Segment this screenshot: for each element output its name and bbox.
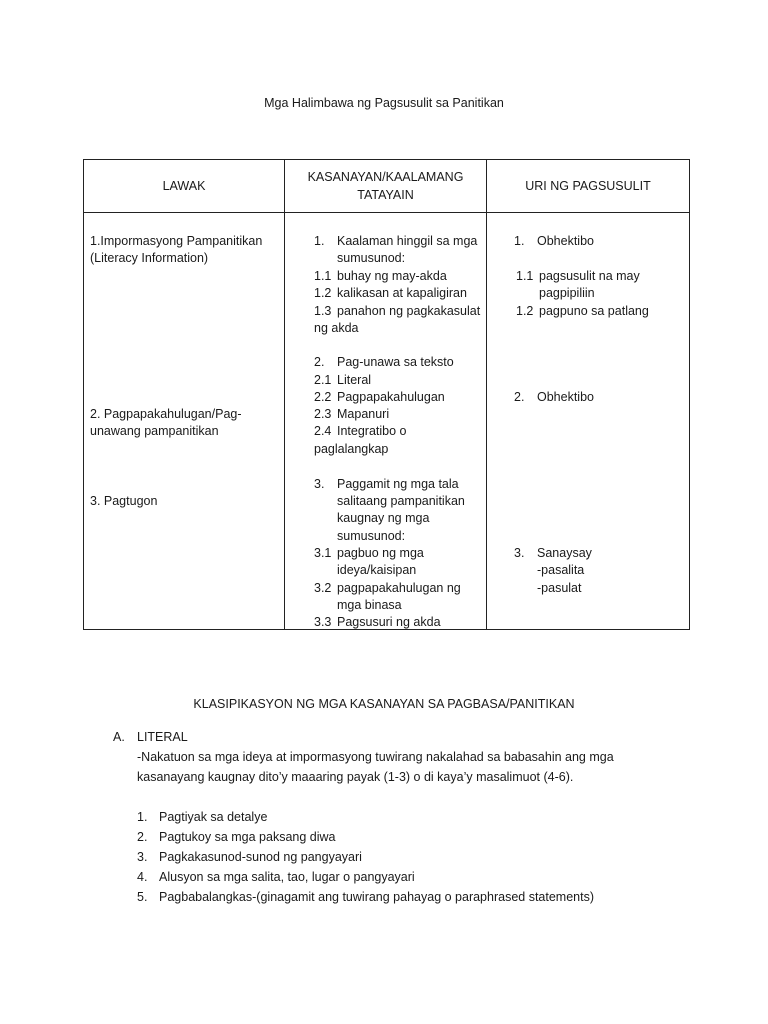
kasanayan-num: 1. (314, 234, 325, 248)
kasanayan-num: 1.2 (314, 286, 332, 300)
kasanayan-num: 1.1 (314, 269, 332, 283)
kasanayan-text: Paggamit ng mga tala (337, 477, 459, 491)
kasanayan-text: pagbuo ng mga (337, 546, 424, 560)
list-item: Alusyon sa mga salita, tao, lugar o pangyayari (159, 870, 415, 884)
uri-cell (487, 213, 690, 630)
header-lawak: LAWAK (84, 160, 285, 213)
kasanayan-text: kalikasan at kapaligiran (337, 286, 467, 300)
list-item-num: 1. (137, 810, 148, 824)
list-item: Pagtiyak sa detalye (159, 810, 268, 824)
list-item: Pagbabalangkas-(ginagamit ang tuwirang pahayag o paraphrased statements) (159, 890, 595, 904)
assessment-table (83, 159, 690, 630)
kasanayan-num: 1.3 (314, 304, 332, 318)
uri-text: pagsusulit na may (539, 269, 640, 283)
kasanayan-num: 2.2 (314, 390, 332, 404)
section-description-line2: kasanayang kaugnay dito’y maaaring payak (1-3) o di kaya’y masalimuot (4-6). (137, 770, 574, 784)
kasanayan-num: 2.4 (314, 424, 332, 438)
uri-text: -pasulat (537, 581, 582, 595)
list-item-num: 3. (137, 850, 148, 864)
kasanayan-text: Mapanuri (337, 407, 390, 421)
kasanayan-text: paglalangkap (314, 442, 389, 456)
header-uri: URI NG PAGSUSULIT (487, 160, 690, 213)
uri-text: Obhektibo (537, 390, 594, 404)
uri-text: -pasalita (537, 563, 585, 577)
uri-num: 2. (514, 390, 525, 404)
kasanayan-text: sumusunod: (337, 251, 406, 265)
kasanayan-text: salitaang pampanitikan (337, 494, 465, 508)
kasanayan-num: 3.2 (314, 581, 332, 595)
uri-text: pagpuno sa patlang (539, 304, 649, 318)
uri-num: 1. (514, 234, 525, 248)
uri-num: 1.1 (516, 269, 534, 283)
kasanayan-text: Literal (337, 373, 372, 387)
kasanayan-text: Pagpapakahulugan (337, 390, 445, 404)
section-title: KLASIPIKASYON NG MGA KASANAYAN SA PAGBASA/PANITIKAN (193, 697, 575, 711)
list-item: Pagtukoy sa mga paksang diwa (159, 830, 336, 844)
header-kasanayan: KASANAYAN/KAALAMANG TATAYAIN (285, 160, 487, 213)
kasanayan-text: pagpapakahulugan ng (337, 581, 461, 595)
lawak-1-line2: (Literacy Information) (90, 251, 209, 265)
kasanayan-text: mga binasa (337, 598, 402, 612)
kasanayan-num: 3.1 (314, 546, 332, 560)
uri-text: pagpipiliin (539, 286, 595, 300)
kasanayan-num: 2.3 (314, 407, 332, 421)
page-title: Mga Halimbawa ng Pagsusulit sa Panitikan (264, 96, 504, 110)
uri-text: Obhektibo (537, 234, 594, 248)
kasanayan-text: buhay ng may-akda (337, 269, 447, 283)
uri-num: 3. (514, 546, 525, 560)
kasanayan-num: 3. (314, 477, 325, 491)
kasanayan-text: Pagsusuri ng akda (337, 615, 441, 629)
lawak-cell (84, 213, 285, 630)
lawak-2-line2: unawang pampanitikan (90, 424, 219, 438)
kasanayan-num: 2. (314, 355, 325, 369)
lawak-3: 3. Pagtugon (90, 494, 158, 508)
kasanayan-text: Kaalaman hinggil sa mga (337, 234, 478, 248)
kasanayan-text: sumusunod: (337, 529, 406, 543)
kasanayan-text: ideya/kaisipan (337, 563, 417, 577)
list-item-num: 4. (137, 870, 148, 884)
kasanayan-text: Pag-unawa sa teksto (337, 355, 454, 369)
kasanayan-text: ng akda (314, 321, 359, 335)
section-description-line1: -Nakatuon sa mga ideya at impormasyong tuwirang nakalahad sa babasahin ang mga (137, 750, 614, 764)
kasanayan-text: Integratibo o (337, 424, 407, 438)
list-item-num: 2. (137, 830, 148, 844)
table-header-row (84, 160, 690, 213)
table-body-row (84, 213, 690, 630)
uri-num: 1.2 (516, 304, 534, 318)
kasanayan-num: 3.3 (314, 615, 332, 629)
list-item-num: 5. (137, 890, 148, 904)
list-item: Pagkakasunod-sunod ng pangyayari (159, 850, 362, 864)
kasanayan-num: 2.1 (314, 373, 332, 387)
section-heading: LITERAL (137, 730, 188, 744)
kasanayan-text: kaugnay ng mga (337, 511, 430, 525)
lawak-1-line1: 1.Impormasyong Pampanitikan (90, 234, 263, 248)
kasanayan-cell (285, 213, 487, 630)
uri-text: Sanaysay (537, 546, 592, 560)
lawak-2-line1: 2. Pagpapakahulugan/Pag- (90, 407, 242, 421)
section-heading-letter: A. (113, 730, 125, 744)
kasanayan-text: panahon ng pagkakasulat (337, 304, 481, 318)
